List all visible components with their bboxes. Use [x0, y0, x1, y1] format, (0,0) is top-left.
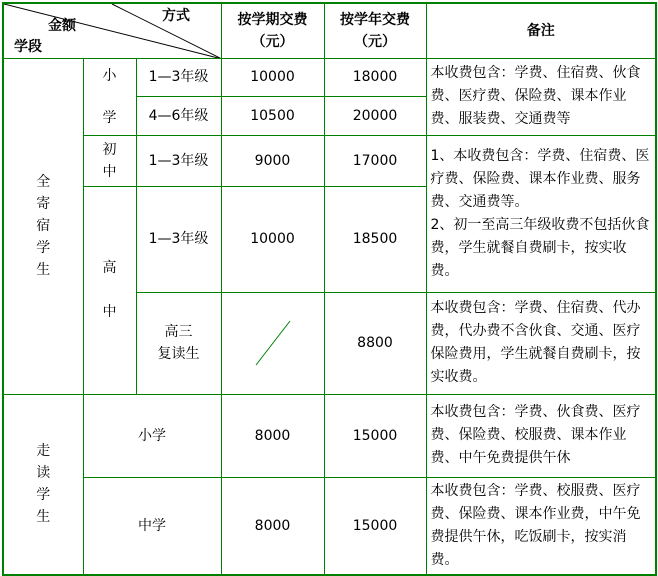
junior-label-char: 中 [102, 163, 117, 180]
grade-cell: 1—3年级 [136, 135, 221, 186]
year-fee-header-line2: （元） [354, 33, 396, 50]
semester-fee-cell: 10500 [221, 96, 324, 135]
semester-fee-cell: 8000 [221, 477, 324, 575]
grade-cell: 4—6年级 [136, 96, 221, 135]
year-fee-header [324, 3, 426, 58]
year-fee-header-line1: 按学年交费 [340, 11, 410, 28]
year-fee-cell: 15000 [324, 394, 426, 477]
semester-fee-cell: 10000 [221, 58, 324, 96]
secondary-boarding-note [426, 135, 656, 292]
senior-high-label [83, 186, 136, 394]
primary-school-label [83, 58, 136, 135]
primary-boarding-note: 本收费包含：学费、住宿费、伙食费、医疗费、保险费、课本作业费、服装费、交通费等 [426, 58, 656, 135]
year-fee-cell: 17000 [324, 135, 426, 186]
repeat-boarding-note: 本收费包含：学费、住宿费、代办费，代办费不含伙食、交通、医疗保险费用，学生就餐自费刷卡，按实收费。 [426, 292, 656, 394]
year-fee-cell: 15000 [324, 477, 426, 575]
year-fee-cell: 18500 [324, 186, 426, 292]
junior-high-label [83, 135, 136, 186]
senior-label-char: 中 [102, 304, 117, 320]
semester-fee-header-line1: 按学期交费 [237, 11, 308, 28]
day-secondary-label: 中学 [83, 477, 221, 575]
day-label-char: 学 [36, 487, 51, 503]
day-secondary-note: 本收费包含：学费、校服费、医疗费、保险费、课本作业费，中午免费提供午休，吃饭刷卡，按实消费。 [426, 477, 656, 575]
repeat-label-line: 复读生 [157, 346, 200, 362]
slash-mark [248, 313, 298, 373]
semester-fee-cell: 9000 [221, 135, 324, 186]
grade-cell: 1—3年级 [136, 58, 221, 96]
boarding-label-char: 学 [36, 240, 51, 256]
semester-fee-header [221, 3, 324, 58]
note-line: 2、初一至高三年级收费不包括伙食费，学生就餐自费刷卡，按实收费。 [430, 216, 650, 279]
primary-label-char: 学 [102, 109, 117, 126]
junior-label-char: 初 [102, 141, 117, 158]
day-primary-note: 本收费包含：学费、伙食费、医疗费、保险费、校服费、课本作业费、中午免费提供午休 [426, 394, 656, 477]
year-fee-cell: 20000 [324, 96, 426, 135]
note-line: 1、本收费包含：学费、住宿费、医疗费、保险费、课本作业费、服务费、交通费等。 [430, 147, 650, 210]
notes-header: 备注 [426, 3, 656, 58]
corner-amount-label: 金额 [48, 18, 76, 34]
semester-fee-cell: 10000 [221, 186, 324, 292]
day-label-char: 生 [36, 509, 51, 525]
year-fee-cell: 8800 [324, 292, 426, 394]
boarding-label-char: 全 [36, 174, 51, 190]
year-fee-cell: 18000 [324, 58, 426, 96]
repeat-label-line: 高三 [164, 324, 193, 340]
senior-label-char: 高 [102, 260, 117, 276]
day-student-label [3, 394, 83, 575]
boarding-label-char: 寄 [36, 196, 51, 212]
boarding-student-label [3, 58, 83, 394]
corner-mode-label: 方式 [162, 8, 190, 24]
boarding-label-char: 生 [36, 262, 51, 278]
corner-header-cell [3, 3, 221, 58]
grade-cell: 1—3年级 [136, 186, 221, 292]
day-label-char: 读 [36, 465, 51, 481]
boarding-label-char: 宿 [36, 218, 51, 234]
fee-table [2, 2, 657, 576]
day-primary-label: 小学 [83, 394, 221, 477]
semester-fee-cell: 8000 [221, 394, 324, 477]
semester-fee-header-line2: （元） [251, 33, 294, 50]
corner-level-label: 学段 [14, 39, 42, 55]
primary-label-char: 小 [102, 67, 117, 84]
not-applicable-cell [221, 292, 324, 394]
repeat-student-label [136, 292, 221, 394]
day-label-char: 走 [36, 443, 51, 459]
